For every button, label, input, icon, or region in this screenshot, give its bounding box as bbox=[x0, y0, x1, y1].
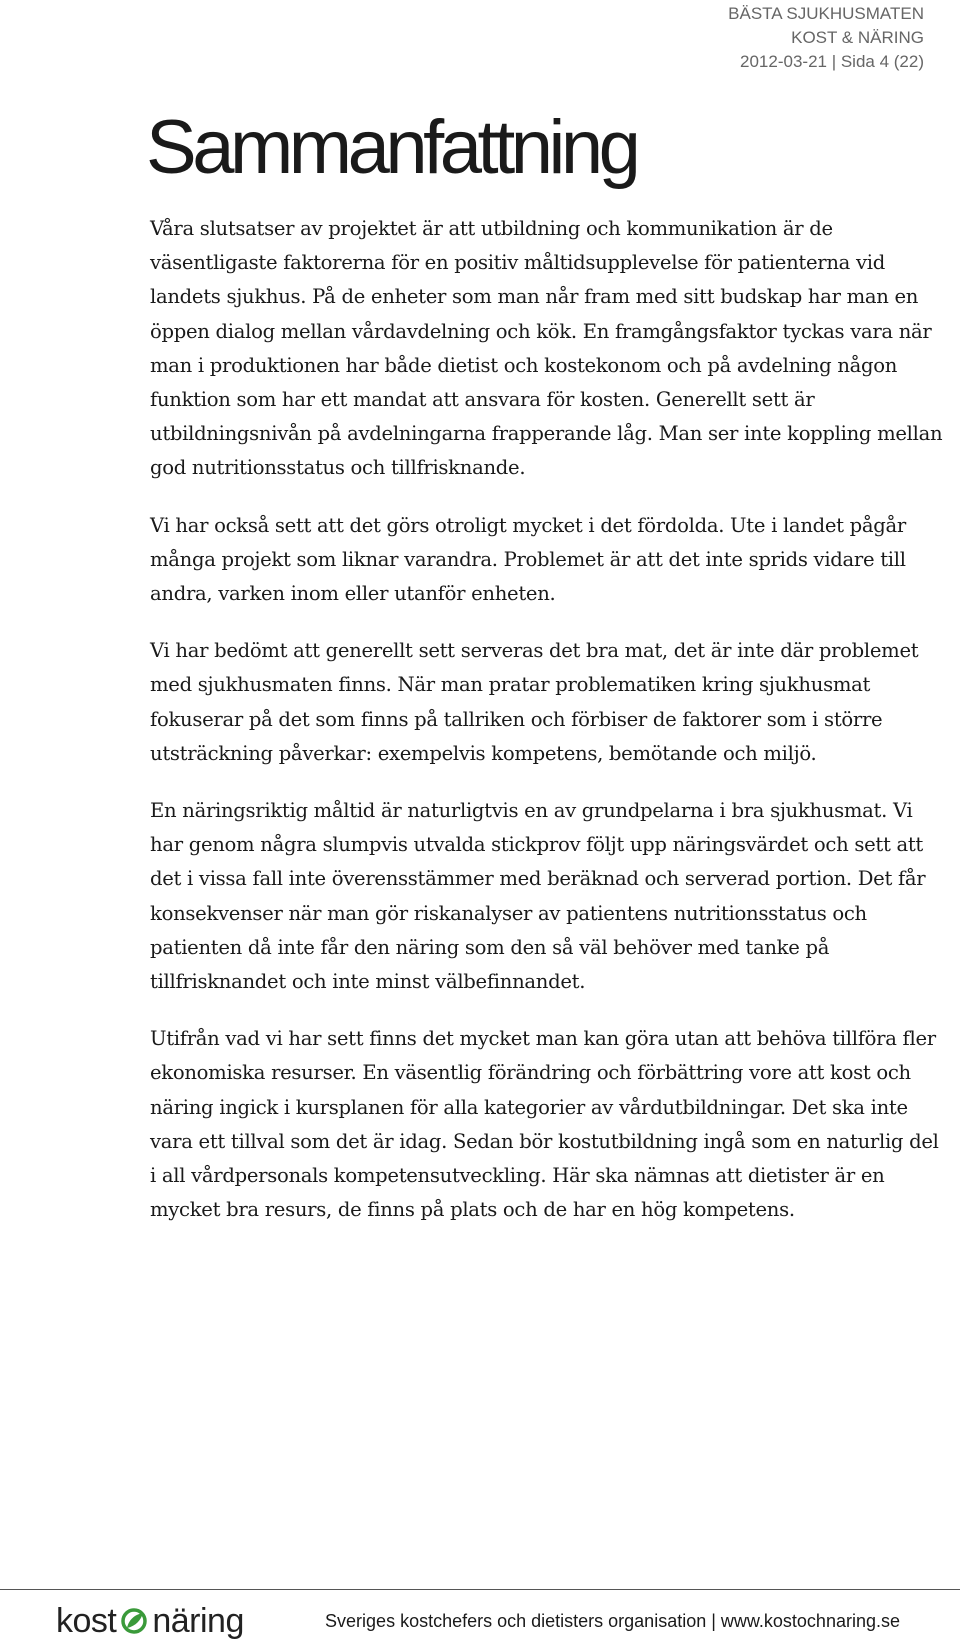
header-date-page: 2012-03-21 | Sida 4 (22) bbox=[740, 52, 924, 71]
footer-organisation-text: Sveriges kostchefers och dietisters organisation | www.kostochnaring.se bbox=[325, 1611, 900, 1631]
logo-word-kost: kost bbox=[56, 1601, 117, 1640]
paragraph-1: Våra slutsatser av projektet är att utbildning och kommunikation är de väsentligaste faktorerna för en positiv måltidsupplevelse för patienterna vid landets sjukhus. På de enheter som man når fram med sitt budskap har man en öppen dialog mellan vårdavdelning och kök. En framgångsfaktor tyckas vara när man i produktionen har både dietist och kostekonom och på avdelning någon funktion som har ett mandat att ansvara för kosten. Generellt sett är utbildningsnivån på avdelningarna frapperande låg. Man ser inte koppling mellan god nutritionsstatus och tillfrisknande. bbox=[150, 217, 943, 480]
paragraph-3: Vi har bedömt att generellt sett serveras det bra mat, det är inte där problemet med sjukhusmaten finns. När man pratar problematiken kring sjukhusmat fokuserar på det som finns på tallriken och förbiser de faktorer som i större utsträckning påverkar: exempelvis kompetens, bemötande och miljö. bbox=[150, 639, 919, 765]
kost-naring-logo bbox=[56, 1601, 244, 1641]
footer-divider bbox=[0, 1589, 960, 1590]
page-title: Sammanfattning bbox=[146, 105, 637, 190]
paragraph-5: Utifrån vad vi har sett finns det mycket man kan göra utan att behöva tillföra fler ekonomiska resurser. En väsentlig förändring och förbättring vore att kost och näring ingick i kursplanen för alla kategorier av vårdutbildningar. Det ska inte vara ett tillval som det är idag. Sedan bör kostutbildning ingå som en naturlig del i all vårdpersonals kompetensutveckling. Här ska nämnas att dietister är en mycket bra resurs, de finns på plats och de har en hög kompetens. bbox=[150, 1027, 939, 1222]
paragraph-2: Vi har också sett att det görs otroligt mycket i det fördolda. Ute i landet pågår många projekt som liknar varandra. Problemet är att det inte sprids vidare till andra, varken inom eller utanför enheten. bbox=[150, 513, 906, 606]
body-text bbox=[150, 212, 950, 1250]
logo-word-naring: näring bbox=[152, 1601, 244, 1640]
header-report-title: BÄSTA SJUKHUSMATEN bbox=[728, 4, 924, 23]
header-organisation: KOST & NÄRING bbox=[791, 28, 924, 47]
page-header bbox=[728, 2, 924, 74]
leaf-ring-icon bbox=[119, 1606, 149, 1636]
paragraph-4: En näringsriktig måltid är naturligtvis en av grundpelarna i bra sjukhusmat. Vi har genom några slumpvis utvalda stickprov följt upp näringsvärdet och sett att det i vissa fall inte överensstämmer med beräknad och serverad portion. Det får konsekvenser när man gör riskanalyser av patientens nutritionsstatus och patienten då inte får den näring som den så väl behöver med tanke på tillfrisknandet och inte minst välbefinnandet. bbox=[150, 799, 926, 994]
